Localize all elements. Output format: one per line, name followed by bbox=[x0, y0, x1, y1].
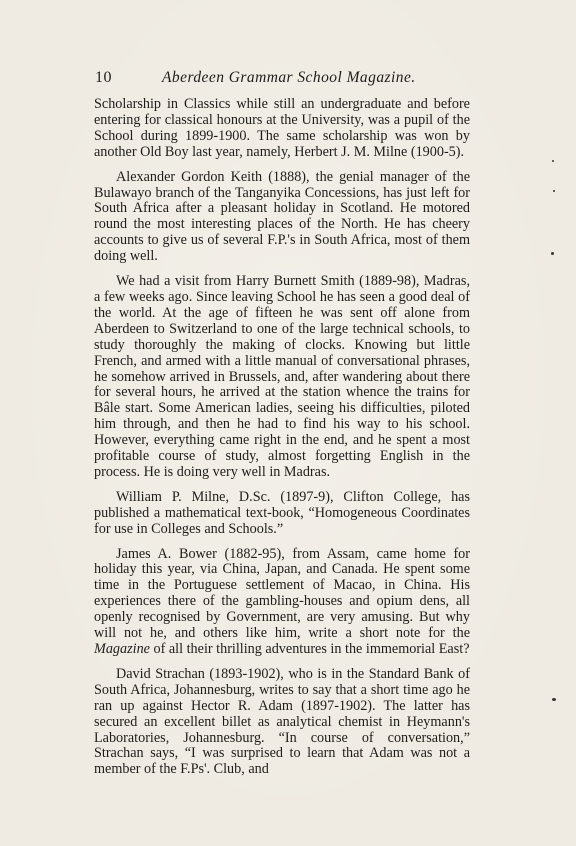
paragraph-text: James A. Bower (1882-95), from Assam, came home for holiday this year, via China, Japan, and Canada. He spent some time in the Portuguese settlement of Macao, in China. His experiences there of the gambling-houses and opium dens, all openly recognised by Government, are very amusing. But why will not he, and others like him, write a short note for the bbox=[94, 545, 470, 642]
running-title: Aberdeen Grammar School Magazine. bbox=[162, 69, 416, 86]
paragraph-text: Alexander Gordon Keith (1888), the genial manager of the Bulawayo branch of the Tanganyika Concessions, has just left for South Africa after a pleasant holiday in Scotland. He motored round the most interesting places of the North. He has cheery accounts to give us of several F.P.'s in South Africa, most of them doing well. bbox=[94, 168, 470, 265]
page-header bbox=[95, 69, 471, 91]
paragraph-text: William P. Milne, D.Sc. (1897-9), Clifton College, has published a mathematical text-book, “Homogeneous Coordinates for use in Colleges and Schools.” bbox=[94, 488, 470, 537]
paragraph-text: We had a visit from Harry Burnett Smith (1889-98), Madras, a few weeks ago. Since leaving School he has seen a good deal of the world. At the age of fifteen he was sent off alone from Aberdeen to Switzerland to one of the large technical schools, to study thoroughly the making of clocks. Knowing but little French, and armed with a little manual of conversational phrases, he somehow arrived in Brussels, and, after wandering about there for several hours, he arrived at the station whence the trains for Bâle start. Some American ladies, seeing his difficulties, piloted him through, and then he had to find his way to his school. However, everything came right in the end, and he spent a most profitable course of study, almost forgetting English in the process. He is doing very well in Madras. bbox=[94, 273, 470, 480]
paragraph-text: of all their thrilling adventures in the immemorial East? bbox=[149, 641, 470, 657]
paragraph-text: Scholarship in Classics while still an undergraduate and before entering for classical honours at the University, was a pupil of the School during 1899-1900. The same scholarship was won by another Old Boy last year, namely, Herbert J. M. Milne (1900-5). bbox=[94, 96, 470, 160]
paragraph-keith bbox=[94, 170, 470, 265]
page-number: 10 bbox=[95, 69, 112, 86]
speck bbox=[551, 252, 554, 255]
speck bbox=[553, 190, 555, 192]
magazine-title-italic: Magazine bbox=[94, 641, 150, 657]
paragraph-milne bbox=[94, 490, 470, 538]
paragraph-scholarship bbox=[94, 97, 470, 161]
paragraph-text: David Strachan (1893-1902), who is in the Standard Bank of South Africa, Johannesburg, writes to say that a short time ago he ran up against Hector R. Adam (1897-1902). The latter has secured an excellent billet as analytical chemist in Heymann's Laboratories, Johannesburg. “In course of conversation,” Strachan says, “I was surprised to learn that Adam was not a member of the F.Ps'. Club, and bbox=[94, 665, 470, 778]
paragraph-bower bbox=[94, 547, 470, 658]
speck bbox=[552, 698, 556, 701]
speck bbox=[552, 160, 554, 162]
article-body bbox=[94, 97, 470, 787]
paragraph-smith bbox=[94, 274, 470, 481]
paragraph-strachan bbox=[94, 667, 470, 778]
